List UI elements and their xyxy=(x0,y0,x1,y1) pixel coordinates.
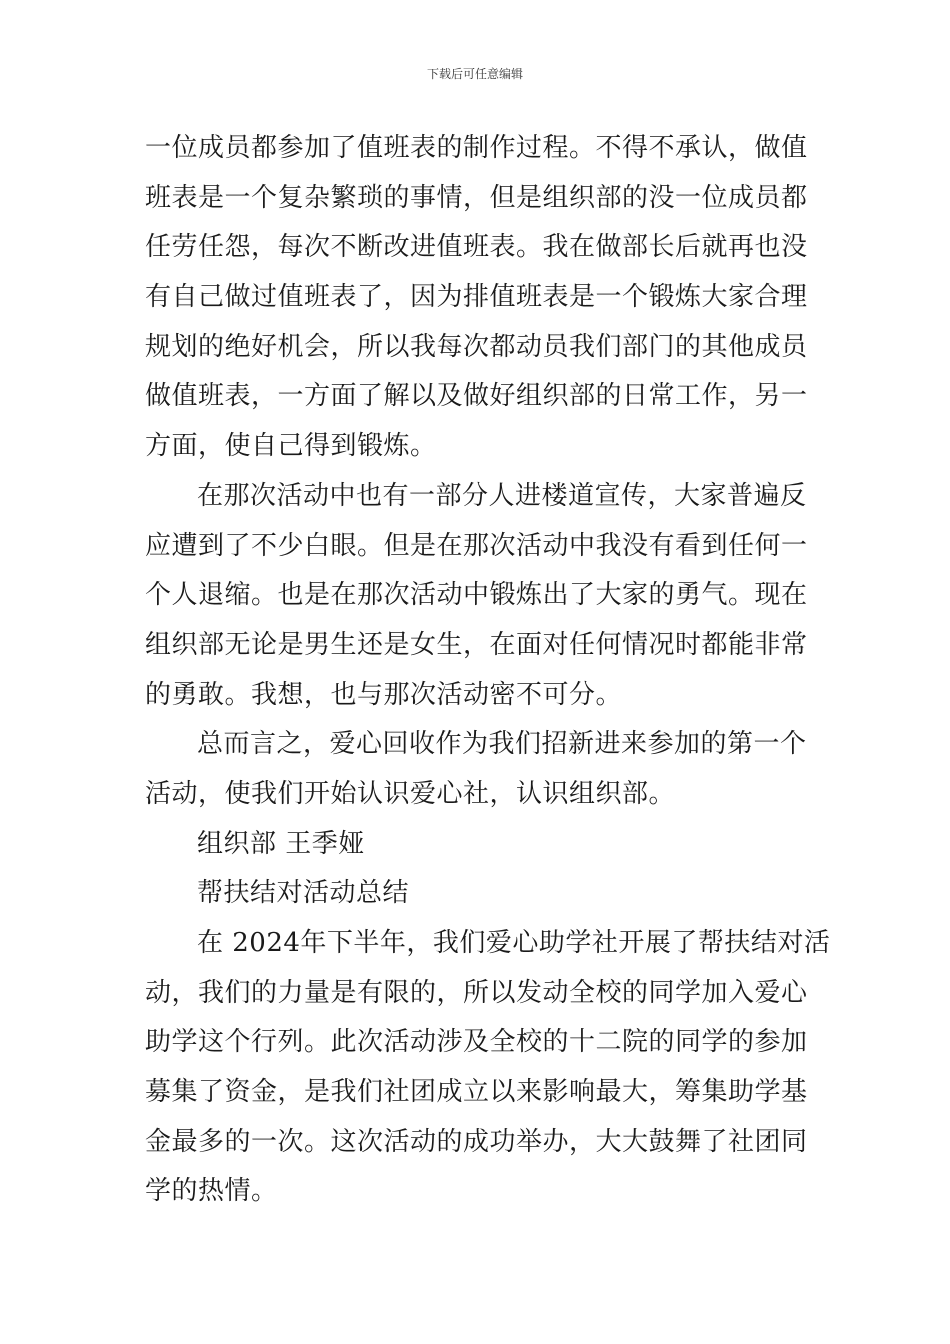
text-line: 做值班表，一方面了解以及做好组织部的日常工作，另一 xyxy=(145,381,808,412)
text-line: 活动，使我们开始认识爱心社，认识组织部。 xyxy=(145,778,676,809)
paragraph-start-line: 总而言之，爱心回收作为我们招新进来参加的第一个 xyxy=(197,729,807,760)
page-header: 下载后可任意编辑 xyxy=(426,67,523,81)
text-line: 助学这个行列。此次活动涉及全校的十二院的同学的参加 xyxy=(145,1027,808,1058)
text-line: 一位成员都参加了值班表的制作过程。不得不承认，做值 xyxy=(145,133,808,163)
text-line: 任劳任怨，每次不断改进值班表。我在做部长后就再也没 xyxy=(145,232,808,263)
text-line: 应遭到了不少白眼。但是在那次活动中我没有看到任何一 xyxy=(145,530,808,561)
text-line: 个人退缩。也是在那次活动中锻炼出了大家的勇气。现在 xyxy=(145,580,808,611)
text-line: 组织部无论是男生还是女生，在面对任何情况时都能非常 xyxy=(145,629,808,660)
text-line: 规划的绝好机会，所以我每次都动员我们部门的其他成员 xyxy=(145,331,808,362)
paragraph-start-line: 在那次活动中也有一部分人进楼道宣传，大家普遍反 xyxy=(197,480,807,511)
text-line: 方面，使自己得到锻炼。 xyxy=(145,431,437,462)
text-line: 动，我们的力量是有限的，所以发动全校的同学加入爱心 xyxy=(145,977,808,1008)
section-heading: 帮扶结对活动总结 xyxy=(197,878,410,909)
paragraph-start-line: 在 2024年下半年，我们爱心助学社开展了帮扶结对活 xyxy=(197,928,831,958)
text-line: 的勇敢。我想，也与那次活动密不可分。 xyxy=(145,679,623,710)
author-signature: 组织部 王季娅 xyxy=(197,828,365,859)
text-line: 班表是一个复杂繁琐的事情，但是组织部的没一位成员都 xyxy=(145,182,808,213)
text-line: 有自己做过值班表了，因为排值班表是一个锻炼大家合理 xyxy=(145,282,808,313)
text-line: 金最多的一次。这次活动的成功举办，大大鼓舞了社团同 xyxy=(145,1126,808,1157)
text-line: 学的热情。 xyxy=(145,1176,278,1207)
text-line: 募集了资金，是我们社团成立以来影响最大，筹集助学基 xyxy=(145,1077,808,1108)
document-body xyxy=(145,124,831,1217)
